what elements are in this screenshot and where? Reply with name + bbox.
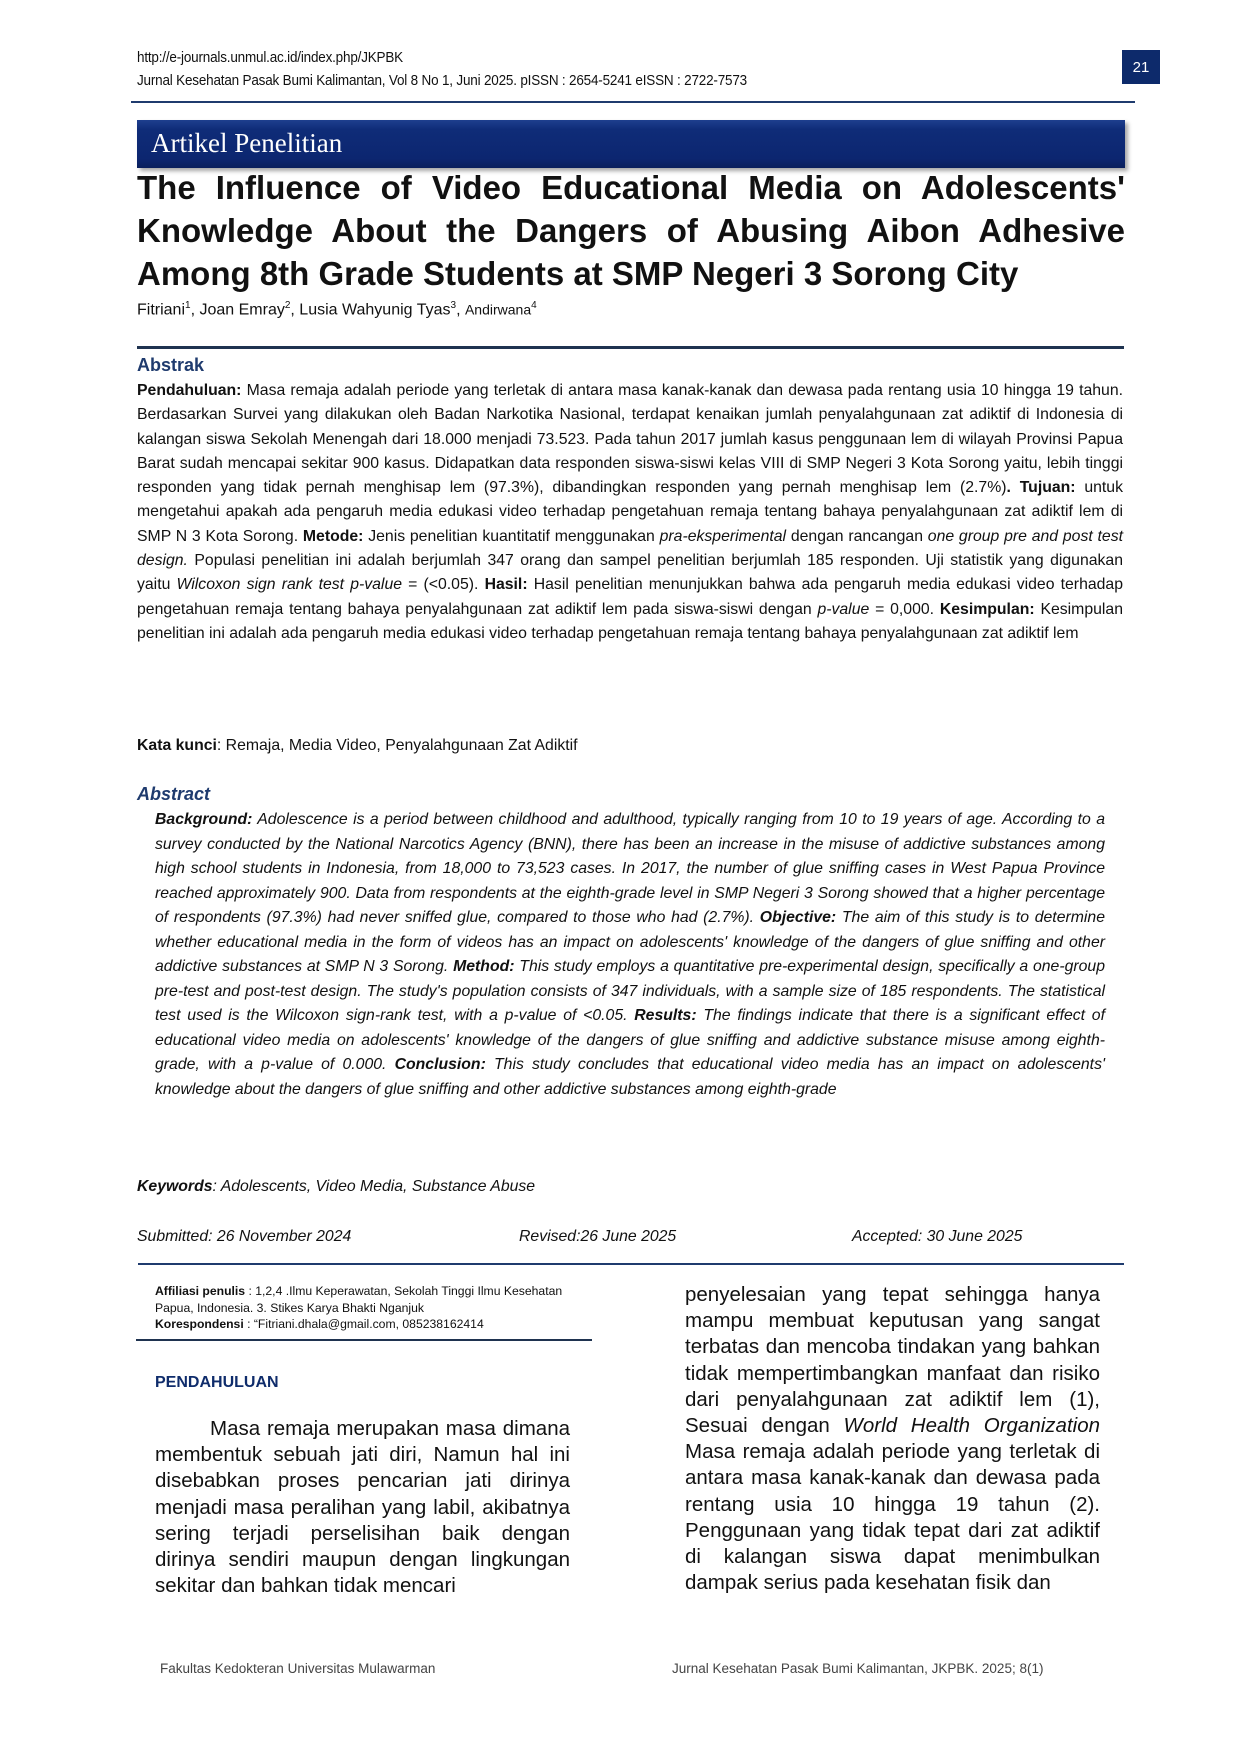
metode-text: Populasi penelitian ini adalah berjumlah 347 orang dan sampel penelitian berjumlah 185 responden. Uji statistik yang digunakan yaitu bbox=[137, 552, 1123, 594]
author-affiliation-mark: 3 bbox=[450, 300, 457, 311]
body-column-left bbox=[155, 1416, 570, 1599]
metode-text: dengan rancangan bbox=[786, 527, 928, 545]
kata-kunci bbox=[137, 737, 578, 755]
tujuan-text: untuk mengetahui apakah ada pengaruh media edukasi video terhadap pengetahuan remaja tentang bahaya penyalahgunaan zat adiktif lem di SMP N 3 Kota Sorong. bbox=[137, 479, 1123, 545]
article-type-label: Artikel Penelitian bbox=[151, 128, 343, 158]
hasil-text: = 0,000. bbox=[869, 600, 940, 618]
title-divider bbox=[137, 346, 1124, 349]
abstrak-body bbox=[137, 379, 1123, 646]
conclusion-text: This study concludes that educational video media has an impact on adolescents' knowledge about the dangers of glue sniffing and other addictive substances among eighth-grade bbox=[155, 1056, 1105, 1098]
abstract-heading: Abstract bbox=[137, 784, 211, 804]
body-text: Masa remaja adalah periode yang terletak di antara masa kanak-kanak dan dewasa pada rentang usia 10 hingga 19 tahun (2). Penggunaan yang tidak tepat dari zat adiktif di kalangan siswa dapat menimbulkan dampak serius pada kesehatan fisik dan bbox=[685, 1440, 1100, 1595]
submitted-date: Submitted: 26 November 2024 bbox=[137, 1228, 352, 1245]
kesimpulan-label: Kesimpulan: bbox=[939, 600, 1035, 618]
article-type-banner bbox=[137, 120, 1125, 168]
metode-text: = (<0.05). bbox=[402, 576, 485, 594]
title-line-2: Knowledge About the Dangers of Abusing Aibon Adhesive bbox=[137, 212, 1125, 249]
author-affiliation-mark: 1 bbox=[185, 300, 191, 311]
revised-date: Revised:26 June 2025 bbox=[519, 1228, 677, 1245]
affiliation-divider bbox=[136, 1339, 592, 1341]
objective-label: Objective: bbox=[759, 909, 837, 926]
hasil-label: Hasil: bbox=[484, 576, 528, 594]
section-heading: PENDAHULUAN bbox=[155, 1374, 279, 1391]
results-label: Results: bbox=[634, 1007, 697, 1024]
method-text: This study employs a quantitative pre-experimental design, specifically a one-group pre-test and post-test design. The study's population consists of 347 individuals, with a sample size of 185 respondents. The statistical test used is the Wilcoxon sign-rank test, with a p-value of <0.05. bbox=[155, 958, 1106, 1024]
body-text: penyelesaian yang tepat sehingga hanya mampu membuat keputusan yang sangat terbatas dan mencoba tindakan yang bahkan tidak mempertimbangkan manfaat dan risiko dari penyalahgunaan zat adiktif lem (1), Sesuai dengan bbox=[685, 1283, 1100, 1438]
journal-citation-line: Jurnal Kesehatan Pasak Bumi Kalimantan, Vol 8 No 1, Juni 2025. pISSN : 2654-5241 eISSN : 2722-7573 bbox=[137, 73, 747, 89]
author-name: Lusia Wahyunig Tyas bbox=[299, 301, 451, 319]
author-affiliation-mark: 4 bbox=[531, 300, 537, 311]
hasil-italic: p-value bbox=[817, 600, 870, 618]
kata-kunci-text: : Remaja, Media Video, Penyalahgunaan Zat Adiktif bbox=[216, 737, 578, 754]
author-name: Andirwana bbox=[464, 301, 532, 318]
page-number: 21 bbox=[1132, 58, 1150, 76]
metode-label: Metode: bbox=[302, 527, 364, 545]
tujuan-label: . Tujuan: bbox=[1006, 479, 1076, 497]
hasil-text: Hasil penelitian menunjukkan bahwa ada pengaruh media edukasi video terhadap pengetahuan remaja tentang bahaya penyalahgunaan zat adiktif lem pada siswa-siswi dengan bbox=[137, 576, 1123, 618]
abstract-body bbox=[155, 808, 1105, 1102]
kesimpulan-text: Kesimpulan penelitian ini adalah ada pengaruh media edukasi video terhadap pengetahuan remaja tentang bahaya penyalahgunaan zat adiktif lem bbox=[137, 600, 1123, 642]
page-number-badge bbox=[1122, 50, 1160, 84]
author-name: Fitriani bbox=[137, 301, 186, 319]
correspondence-label: Korespondensi bbox=[155, 1317, 244, 1331]
author-name: Joan Emray bbox=[199, 301, 285, 319]
keywords-text: : Adolescents, Video Media, Substance Abuse bbox=[212, 1178, 536, 1195]
results-text: The findings indicate that there is a significant effect of educational video media on adolescents' knowledge of the dangers of glue sniffing and addictive substance misuse among eighth-grade, with a p-value of 0.000. bbox=[155, 1007, 1105, 1073]
footer-institution: Fakultas Kedokteran Universitas Mulawarman bbox=[160, 1661, 436, 1676]
metode-italic: one group pre and post test design. bbox=[137, 527, 1123, 570]
header-divider bbox=[131, 101, 1135, 103]
background-label: Background: bbox=[155, 811, 253, 828]
title-line-3: Among 8th Grade Students at SMP Negeri 3 Sorong City bbox=[137, 255, 1019, 292]
correspondence-text[interactable]: : “Fitriani.dhala@gmail.com, 085238162414 bbox=[243, 1317, 484, 1331]
journal-url[interactable]: http://e-journals.unmul.ac.id/index.php/JKPBK bbox=[137, 50, 403, 66]
affiliation-label: Affiliasi penulis bbox=[155, 1284, 246, 1298]
metode-text: Jenis penelitian kuantitatif menggunakan bbox=[363, 527, 660, 545]
method-label: Method: bbox=[453, 958, 515, 975]
affiliation-text: : 1,2,4 .Ilmu Keperawatan, Sekolah Tinggi Ilmu Kesehatan Papua, Indonesia. 3. Stikes Karya Bhakti Nganjuk bbox=[155, 1284, 563, 1315]
objective-text: The aim of this study is to determine whether educational media in the form of videos has an impact on adolescents' knowledge of the dangers of glue sniffing and other addictive substances at SMP N 3 Sorong. bbox=[155, 909, 1105, 975]
keywords bbox=[137, 1178, 535, 1196]
dates-divider bbox=[138, 1263, 1124, 1265]
footer-citation: Jurnal Kesehatan Pasak Bumi Kalimantan, JKPBK. 2025; 8(1) bbox=[672, 1661, 1044, 1676]
kata-kunci-label: Kata kunci bbox=[137, 737, 217, 754]
body-italic: World Health Organization bbox=[843, 1414, 1100, 1438]
pendahuluan-text: Masa remaja adalah periode yang terletak di antara masa kanak-kanak dan dewasa pada rentang usia 10 hingga 19 tahun. Berdasarkan Survei yang dilakukan oleh Badan Narkotika Nasional, terdapat kenaikan jumlah penyalahgunaan zat adiktif di Indonesia di kalangan siswa Sekolah Menengah dari 18.000 menjadi 73.523. Pada tahun 2017 jumlah kasus penggunaan lem di wilayah Provinsi Papua Barat sudah mencapai sekitar 900 kasus. Didapatkan data responden siswa-siswi kelas VIII di SMP Negeri 3 Kota Sorong yaitu, lebih tinggi responden yang tidak pernah menghisap lem (97.3%), dibandingkan responden yang pernah menghisap lem (2.7%) bbox=[137, 382, 1123, 497]
affiliation-box bbox=[155, 1283, 585, 1333]
keywords-label: Keywords bbox=[137, 1178, 213, 1195]
author-list: Fitriani$^1$, Joan Emray$^2$, Lusia Wahyunig Tyas$^3$, Andirwana$^4$ bbox=[137, 300, 537, 319]
body-paragraph bbox=[685, 1282, 1100, 1596]
accepted-date: Accepted: 30 June 2025 bbox=[852, 1228, 1023, 1245]
background-text: Adolescence is a period between childhood and adulthood, typically ranging from 10 to 19 years of age. According to a survey conducted by the National Narcotics Agency (BNN), there has been an increase in the misuse of addictive substances among high school students in Indonesia, from 18,000 to 73,523 cases. In 2017, the number of glue sniffing cases in West Papua Province reached approximately 900. Data from respondents at the eighth-grade level in SMP Negeri 3 Sorong showed that a higher percentage of respondents (97.3%) had never sniffed glue, compared to those who had (2.7%). bbox=[155, 811, 1105, 926]
body-paragraph: Masa remaja merupakan masa dimana membentuk sebuah jati diri, Namun hal ini disebabkan proses pencarian jati dirinya menjadi masa peralihan yang labil, akibatnya sering terjadi perselisihan baik dengan dirinya sendiri maupun dengan lingkungan sekitar dan bahkan tidak mencari bbox=[155, 1417, 570, 1598]
conclusion-label: Conclusion: bbox=[394, 1056, 486, 1073]
article-title bbox=[137, 166, 1125, 295]
metode-italic: Wilcoxon sign rank test p-value bbox=[176, 576, 403, 594]
title-line-1: The Influence of Video Educational Media on Adolescents' bbox=[137, 169, 1125, 206]
metode-italic: pra-eksperimental bbox=[659, 527, 787, 545]
pendahuluan-label: Pendahuluan: bbox=[137, 382, 242, 399]
author-affiliation-mark: 2 bbox=[284, 300, 291, 311]
body-column-right bbox=[685, 1282, 1100, 1596]
abstrak-heading: Abstrak bbox=[137, 355, 205, 375]
